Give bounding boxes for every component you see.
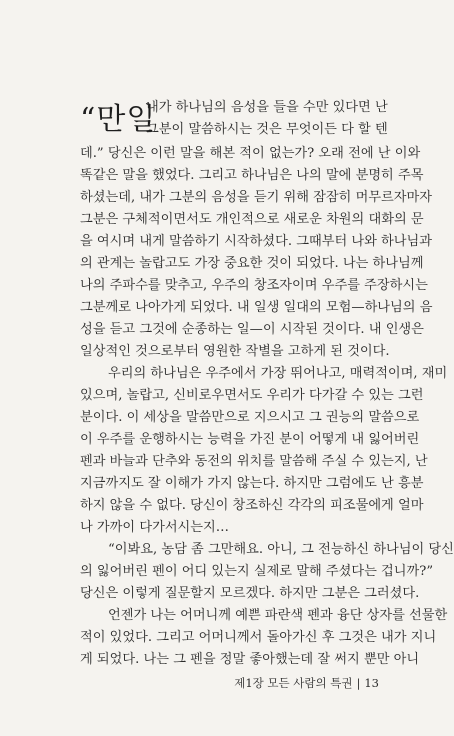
text-line: 나 가까이 다가서시는지… [80, 520, 229, 535]
text-line: 하지 않을 수 없다. 당신이 창조하신 각각의 피조물에게 얼마 [80, 498, 424, 513]
text-line: 있으며, 놀랍고, 신비로우면서도 우리가 다가갈 수 있는 그런 [80, 388, 424, 403]
text-line: 펜과 바늘과 단추와 동전의 위치를 말씀해 주실 수 있는지, 난 [80, 454, 428, 469]
footer-separator: | [356, 676, 361, 690]
text-line: 분이다. 이 세상을 말씀만으로 지으시고 그 권능의 말씀으로 [80, 410, 420, 425]
text-line: 성을 듣고 그것에 순종하는 일—이 시작된 것이다. 내 인생은 [80, 322, 424, 337]
text-line: 당신은 이렇게 질문할지 모르겠다. 하지만 그분은 그러셨다. [80, 586, 420, 601]
text-line: 똑같은 말을 했었다. 그리고 하나님은 나의 말에 분명히 주목 [80, 168, 424, 183]
text-line: 나의 주파수를 맞추고, 우주의 창조자이며 우주를 주장하시는 [80, 278, 428, 293]
running-footer [234, 675, 379, 691]
text-line: 내가 하나님의 음성을 들을 수만 있다면 난 [146, 100, 388, 115]
page-number: 13 [364, 676, 379, 690]
dropcap-row [80, 96, 156, 144]
text-line: 적이 있었다. 그리고 어머니께서 돌아가신 후 그것은 내가 지니 [80, 630, 437, 645]
text-line: 우리의 하나님은 우주에서 가장 뛰어나고, 매력적이며, 재미 [108, 366, 448, 381]
text-line: 이 우주를 운행하시는 능력을 가진 분이 어떻게 내 잃어버린 [80, 432, 420, 447]
text-line: 게 되었다. 나는 그 펜을 정말 좋아했는데 잘 써지 뿐만 아니 [80, 652, 420, 667]
text-line: 의 관계는 놀랍고도 가장 중요한 것이 되었다. 나는 하나님께 [80, 256, 424, 271]
chapter-title: 제1장 모든 사람의 특권 [234, 676, 353, 690]
text-line: 그분께로 나아가게 되었다. 내 일생 일대의 모험—하나님의 음 [80, 300, 433, 315]
text-line: 일상적인 것으로부터 영원한 작별을 고하게 된 것이다. [80, 344, 390, 359]
text-line: 지금까지도 잘 이해가 가지 않는다. 하지만 그럼에도 난 흥분 [80, 476, 424, 491]
text-line: 을 여시며 내게 말씀하기 시작하셨다. 그때부터 나와 하나님과 [80, 234, 433, 249]
text-line: 의 잃어버린 펜이 어디 있는지 실제로 말해 주셨다는 겁니까?” [80, 564, 434, 579]
text-line: “이봐요, 농담 좀 그만해요. 아니, 그 전능하신 하나님이 당신 [108, 542, 454, 557]
dropcap: “만일 [80, 102, 157, 137]
text-line: 그분이 말씀하시는 것은 무엇이든 다 할 텐 [146, 122, 388, 137]
text-line: 언젠가 나는 어머니께 예쁜 파란색 펜과 융단 상자를 선물한 [108, 608, 448, 623]
text-line: 하셨는데, 내가 그분의 음성을 듣기 위해 잠잠히 머무르자마자 [80, 190, 433, 205]
text-line: 데.” 당신은 이런 말을 해본 적이 없는가? 오래 전에 난 이와 [80, 146, 421, 161]
text-line: 그분은 구체적이면서도 개인적으로 새로운 차원의 대화의 문 [80, 212, 424, 227]
